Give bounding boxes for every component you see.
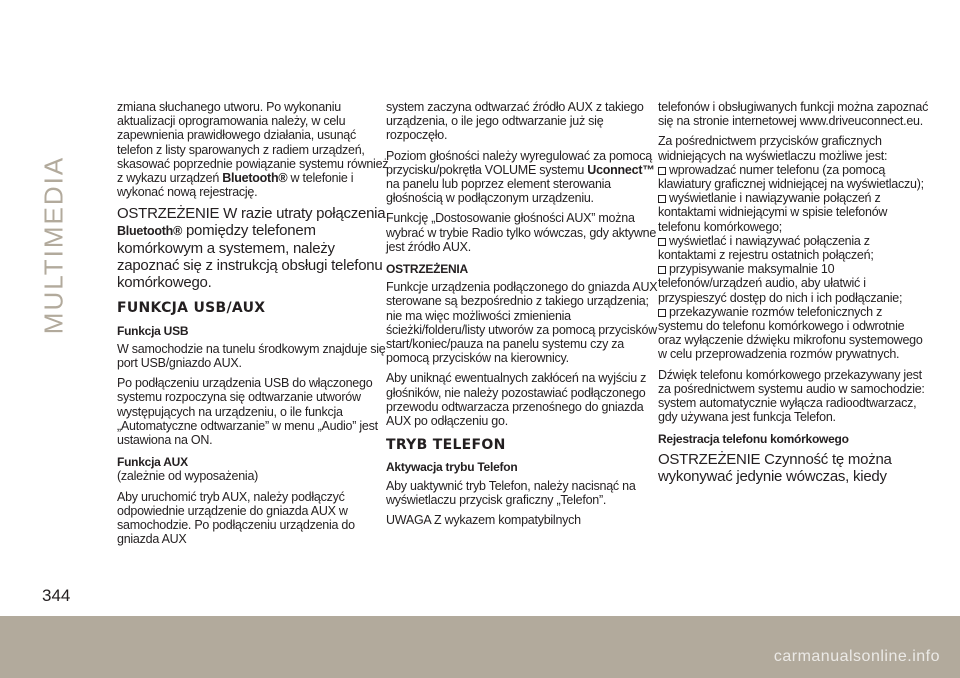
column-2 [386, 100, 658, 533]
aux-availability-note: (zależnie od wyposażenia) [117, 469, 259, 484]
watermark: carmanualsonline.info [773, 648, 940, 665]
list-item: wprowadzać numer telefonu (za pomocą klawiatury graficznej widniejącej na wyświetlaczu); [658, 162, 924, 192]
list-item: wyświetlać i nawiązywać połączenia z kontaktami z rejestru ostatnich połączeń; [658, 233, 874, 263]
list-item: wyświetlanie i nawiązywanie połączeń z kontaktami widniejącymi w spisie telefonów telefonu komórkowego; [658, 191, 888, 234]
paragraph: UWAGA Z wykazem kompatybilnych [386, 513, 581, 528]
paragraph: Funkcję „Dostosowanie głośności AUX” można wybrać w trybie Radio tylko wówczas, gdy aktywne jest źródło AUX. [386, 211, 657, 254]
subheading-usb: Funkcja USB [117, 323, 189, 338]
top-margin [0, 0, 960, 46]
paragraph: Dźwięk telefonu komórkowego przekazywany jest za pośrednictwem systemu audio w samochodzie: system automatycznie wyłącza radioodtwarzacz, gdy używana jest funkcja Telefon. [658, 367, 925, 425]
subheading-phone-activation: Aktywacja trybu Telefon [386, 460, 518, 475]
subheading-aux: Funkcja AUX [117, 455, 188, 470]
checkbox-bullet-icon [658, 266, 666, 274]
subheading-warnings: OSTRZEŻENIA [386, 262, 468, 277]
column-3 [658, 100, 930, 495]
paragraph: Poziom głośności należy wyregulować za pomocą przycisku/pokrętła VOLUME systemu Uconnect™ na panelu lub poprzez element sterowania głośnością w podłączonym urządzeniu. [386, 148, 655, 206]
list-item: przekazywanie rozmów telefonicznych z systemu do telefonu komórkowego i odwrotnie oraz wyłączenie dźwięku mikrofonu systemowego w celu przeprowadzenia rozmów prywatnych. [658, 304, 923, 362]
checkbox-bullet-icon [658, 167, 666, 175]
paragraph: telefonów i obsługiwanych funkcji można zapoznać się na stronie internetowej www.driveuconnect.eu. [658, 100, 929, 129]
paragraph: Aby uaktywnić tryb Telefon, należy nacisnąć na wyświetlaczu przycisk graficzny „Telefon”. [386, 478, 636, 507]
column-1 [117, 100, 389, 552]
paragraph: zmiana słuchanego utworu. Po wykonaniu aktualizacji oprogramowania należy, w celu zapewnienia prawidłowego działania, usunąć telefon z listy sparowanych z radiem urządzeń, skasować poprzednie powiązanie systemu również z wykazu urządzeń Bluetooth® w telefonie i wykonać nową rejestrację. [117, 100, 389, 200]
paragraph: Funkcje urządzenia podłączonego do gniazda AUX sterowane są bezpośrednio z takiego urządzenia; nie ma więc możliwości zmienienia ścieżki/folderu/listy utworów za pomocą przycisków start/koniec/pauza na panelu systemu czy za pomocą przycisków na kierownicy. [386, 280, 658, 366]
paragraph: Aby uruchomić tryb AUX, należy podłączyć odpowiednie urządzenie do gniazda AUX w samochodzie. Po podłączeniu urządzenia do gniazda AUX [117, 489, 355, 547]
checkbox-bullet-icon [658, 238, 666, 246]
footer-band [0, 616, 960, 678]
list-item: przypisywanie maksymalnie 10 telefonów/urządzeń audio, aby ułatwić i przyspieszyć dostęp do nich i ich podłączanie; [658, 262, 903, 305]
section-side-title: MULTIMEDIA [38, 155, 69, 335]
paragraph: Aby uniknąć ewentualnych zakłóceń na wyjściu z głośników, nie należy pozostawiać podłączonego przewodu odtwarzacza przenośnego do gniazda AUX po odłączeniu go. [386, 371, 647, 429]
checkbox-bullet-icon [658, 309, 666, 317]
section-heading-phone: TRYB TELEFON [386, 437, 506, 454]
feature-list [658, 163, 930, 362]
paragraph: Za pośrednictwem przycisków graficznych widniejących na wyświetlaczu możliwe jest: [658, 134, 888, 163]
subheading-phone-registration: Rejestracja telefonu komórkowego [658, 432, 849, 447]
paragraph: Po podłączeniu urządzenia USB do włączonego systemu rozpoczyna się odtwarzanie utworów występujących na urządzeniu, o ile funkcja „Automatyczne odtwarzanie” w menu „Audio” jest ustawiona na ON. [117, 376, 378, 448]
section-heading-usb-aux: FUNKCJA USB/AUX [117, 300, 266, 317]
warning-note: OSTRZEŻENIE W razie utraty połączenia Bluetooth® pomiędzy telefonem komórkowym a systemem, należy zapoznać się z instrukcją obsługi telefonu komórkowego. [117, 205, 386, 292]
paragraph: W samochodzie na tunelu środkowym znajduje się port USB/gniazdo AUX. [117, 341, 386, 371]
checkbox-bullet-icon [658, 195, 666, 203]
paragraph: system zaczyna odtwarzać źródło AUX z takiego urządzenia, o ile jego odtwarzanie już się rozpoczęło. [386, 100, 644, 143]
warning-note: OSTRZEŻENIE Czynność tę można wykonywać jedynie wówczas, kiedy [658, 450, 892, 485]
page-number: 344 [42, 586, 71, 605]
